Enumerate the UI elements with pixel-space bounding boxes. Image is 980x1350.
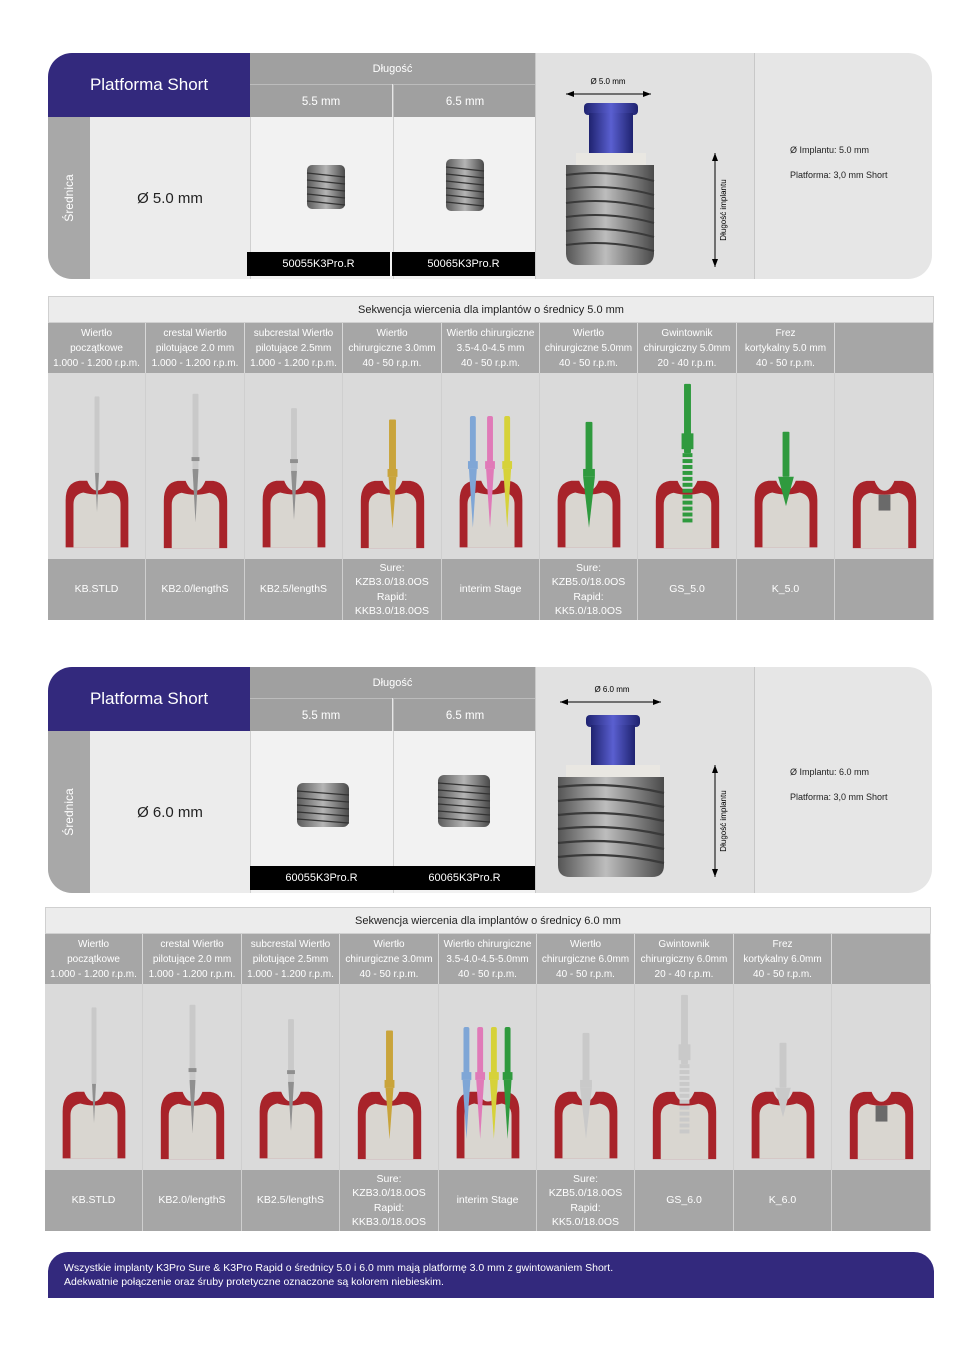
sequence-step-image <box>439 984 537 1170</box>
product-code: 50055K3Pro.R <box>247 252 390 276</box>
sequence-step-code <box>340 1170 439 1231</box>
implant-panel-5mm <box>48 53 932 279</box>
sequence-step-image <box>245 373 343 559</box>
header-line: 1.000 - 1.200 r.p.m. <box>148 968 236 980</box>
drilling-sequence-6mm <box>45 907 931 1231</box>
sequence-step-header <box>45 934 143 984</box>
sequence-step-image <box>343 373 442 559</box>
tap-thread <box>683 489 693 493</box>
bone-cross-section-icon <box>635 984 734 1170</box>
bone-cross-section-icon <box>343 373 442 559</box>
tap-body <box>682 433 694 449</box>
drill-icon <box>95 396 100 472</box>
footer-line-2: Adekwatnie połączenie oraz śruby protetyczne oznaczone są kolorem niebieskim. <box>64 1276 444 1288</box>
sequence-step-code <box>242 1170 340 1231</box>
length-5-5: 5.5 mm <box>250 84 392 118</box>
sequence-step-header <box>245 323 343 373</box>
large-implant-figure <box>535 53 755 279</box>
tap-thread <box>680 1124 690 1128</box>
info-diameter: Ø Implantu: 5.0 mm <box>790 145 870 155</box>
header-line: pilotujące 2.0 mm <box>155 342 235 354</box>
header-line: crestal Wiertło <box>160 938 224 950</box>
product-code: interim Stage <box>456 1194 519 1207</box>
diameter-value: Ø 5.0 mm <box>90 117 250 279</box>
svg-text:Długość implantu: Długość implantu <box>719 179 728 241</box>
sequence-title: Sekwencja wiercenia dla implantów o średnicy 5.0 mm <box>48 296 934 323</box>
drill-icon <box>586 422 593 473</box>
sequence-step-header <box>638 323 737 373</box>
sequence-step-image <box>146 373 245 559</box>
drilling-sequence-5mm <box>48 296 934 620</box>
drill-icon <box>504 416 510 465</box>
drill-collar <box>489 1072 499 1080</box>
bone-cross-section-icon <box>146 373 245 559</box>
sequence-step-header <box>242 934 340 984</box>
header-line: Wiertło <box>373 938 405 950</box>
sequence-step-header <box>340 934 439 984</box>
sequence-step-code <box>245 559 343 620</box>
tap-thread <box>680 1064 690 1068</box>
sequence-step-image <box>737 373 835 559</box>
header-line: chirurgiczny 6.0mm <box>640 953 728 965</box>
header-line: 40 - 50 r.p.m. <box>559 357 618 369</box>
header-line: 1.000 - 1.200 r.p.m. <box>53 357 140 369</box>
large-implant-figure <box>535 667 755 893</box>
tap-thread <box>683 471 693 475</box>
tap-thread <box>683 453 693 457</box>
bone-cross-section-icon <box>737 373 835 559</box>
header-line: Wiertło chirurgiczne <box>446 327 535 339</box>
bone-cross-section-icon <box>537 984 635 1170</box>
header-line: pilotujące 2.5mm <box>255 342 332 354</box>
header-line: Frez <box>772 938 793 950</box>
sequence-step-code <box>143 1170 242 1231</box>
implant-with-blue-cap-icon <box>536 667 754 893</box>
seated-implant-icon <box>876 1106 888 1122</box>
diameter-value: Ø 6.0 mm <box>90 731 250 893</box>
header-line: chirurgiczny 5.0mm <box>643 342 731 354</box>
sequence-step-header <box>439 934 537 984</box>
info-platform: Platforma: 3,0 mm Short <box>790 792 888 802</box>
sequence-step-header <box>835 323 934 373</box>
sequence-step-header <box>737 323 835 373</box>
bone-cross-section-icon <box>143 984 242 1170</box>
length-5-5: 5.5 mm <box>250 698 392 732</box>
sequence-step-code <box>635 1170 734 1231</box>
header-line: Wiertło <box>572 327 605 339</box>
drill-icon <box>783 432 790 477</box>
drill-icon <box>386 1030 393 1083</box>
drill-icon <box>505 1027 511 1076</box>
header-line: 3.5-4.0-4.5 mm <box>456 342 525 354</box>
length-header: Długość <box>250 667 535 698</box>
sequence-step-header <box>442 323 540 373</box>
drill-collar <box>503 1072 513 1080</box>
sequence-step-header <box>146 323 245 373</box>
header-line: Wiertło <box>77 938 110 950</box>
product-code: KB2.5/lengthS <box>259 583 328 596</box>
sequence-step-code <box>439 1170 537 1231</box>
bone-cross-section-icon <box>340 984 439 1170</box>
header-line: chirurgiczne 3.0mm <box>348 342 436 354</box>
tap-thread <box>683 459 693 463</box>
diameter-side-label: Średnica <box>48 731 90 893</box>
drill-icon <box>92 1007 97 1083</box>
sequence-step-image <box>340 984 439 1170</box>
product-code: KB.STLD <box>71 1194 116 1207</box>
tap-thread <box>683 518 693 522</box>
sequence-step-code <box>832 1170 931 1231</box>
sequence-step-image <box>540 373 638 559</box>
drill-collar <box>583 469 595 477</box>
product-code: GS_5.0 <box>669 583 705 596</box>
product-code: Sure: KZB5.0/18.0OS Rapid: KK5.0/18.0OS <box>551 561 626 617</box>
tap-thread <box>680 1112 690 1116</box>
drill-collar <box>385 1080 395 1088</box>
product-code: interim Stage <box>459 583 522 596</box>
drill-collar <box>468 461 478 469</box>
bone-cross-section-icon <box>540 373 638 559</box>
sequence-step-code <box>638 559 737 620</box>
header-line: chirurgiczne 3.0mm <box>345 953 433 965</box>
sequence-step-code <box>737 559 835 620</box>
sequence-step-header <box>635 934 734 984</box>
tap-thread <box>680 1106 690 1110</box>
product-code: Sure: KZB5.0/18.0OS Rapid: KK5.0/18.0OS <box>548 1172 623 1228</box>
product-code: 60065K3Pro.R <box>393 866 536 890</box>
header-line: pilotujące 2.5mm <box>252 953 329 965</box>
header-line: Wiertło <box>80 327 113 339</box>
tap-thread <box>680 1076 690 1080</box>
sequence-step-code <box>146 559 245 620</box>
header-line: 1.000 - 1.200 r.p.m. <box>250 357 337 369</box>
length-6-5: 6.5 mm <box>393 698 536 732</box>
header-line: 40 - 50 r.p.m. <box>461 357 520 369</box>
tap-thread <box>680 1118 690 1122</box>
diameter-side-label: Średnica <box>48 117 90 279</box>
sequence-step-header <box>143 934 242 984</box>
sequence-step-image <box>143 984 242 1170</box>
sequence-step-code <box>48 559 146 620</box>
header-line: 40 - 50 r.p.m. <box>556 968 615 980</box>
tap-thread <box>683 495 693 499</box>
header-line: 40 - 50 r.p.m. <box>362 357 422 369</box>
tap-thread <box>680 1094 690 1098</box>
sequence-step-image <box>45 984 143 1170</box>
product-code: Sure: KZB3.0/18.0OS Rapid: KKB3.0/18.0OS <box>354 561 430 617</box>
bone-cross-section-icon <box>835 373 934 559</box>
sequence-step-code <box>734 1170 832 1231</box>
header-line: Gwintownik <box>658 938 710 950</box>
svg-text:Ø 5.0 mm: Ø 5.0 mm <box>590 77 626 86</box>
drill-ring <box>290 459 298 463</box>
product-code: KB2.0/lengthS <box>158 1194 226 1207</box>
tap-thread <box>680 1082 690 1086</box>
product-code: KB2.5/lengthS <box>256 1194 325 1207</box>
bone-cross-section-icon <box>442 373 540 559</box>
header-line: crestal Wiertło <box>163 327 227 339</box>
tap-thread <box>683 501 693 505</box>
drill-collar <box>388 469 398 477</box>
drill-icon <box>464 1027 470 1076</box>
bone-cross-section-icon <box>45 984 143 1170</box>
sequence-step-code <box>45 1170 143 1231</box>
product-code: K_5.0 <box>771 583 800 596</box>
tap-thread <box>680 1129 690 1133</box>
header-line: kortykalny 5.0 mm <box>744 342 827 354</box>
tap-thread <box>683 465 693 469</box>
bone-cross-section-icon <box>464 1103 511 1158</box>
product-code: KB.STLD <box>74 583 119 596</box>
header-line: 1.000 - 1.200 r.p.m. <box>50 968 137 980</box>
implant-panel-6mm <box>48 667 932 893</box>
product-code: KB2.0/lengthS <box>161 583 229 596</box>
bone-cross-section-icon <box>638 373 737 559</box>
sequence-step-code <box>537 1170 635 1231</box>
sequence-step-image <box>638 373 737 559</box>
drill-icon <box>487 416 493 465</box>
sequence-step-code <box>540 559 638 620</box>
header-line: subcrestal Wiertło <box>250 938 331 950</box>
product-code: GS_6.0 <box>666 1194 702 1207</box>
sequence-step-header <box>537 934 635 984</box>
tap-thread <box>683 507 693 511</box>
header-line: 20 - 40 r.p.m. <box>654 968 714 980</box>
tap-thread <box>680 1088 690 1092</box>
header-line: chirurgiczne 5.0mm <box>544 342 633 354</box>
tap-thread <box>680 1070 690 1074</box>
tap-thread <box>683 477 693 481</box>
header-line: początkowe <box>70 342 123 354</box>
sequence-step-image <box>242 984 340 1170</box>
bone-cross-section-icon <box>48 373 146 559</box>
header-line: 40 - 50 r.p.m. <box>756 357 815 369</box>
header-line: Wiertło chirurgiczne <box>443 938 532 950</box>
sequence-step-image <box>537 984 635 1170</box>
header-line: Gwintownik <box>661 327 713 339</box>
drill-icon <box>491 1027 497 1076</box>
sequence-step-image <box>442 373 540 559</box>
header-line: Wiertło <box>376 327 408 339</box>
bone-cross-section-icon <box>245 373 343 559</box>
header-line: chirurgiczne 6.0mm <box>541 953 630 965</box>
drill-ring <box>287 1070 295 1074</box>
drill-icon <box>583 1033 590 1084</box>
bone-cross-section-icon <box>734 984 832 1170</box>
tap-thread <box>680 1100 690 1104</box>
sequence-step-header <box>832 934 931 984</box>
bone-cross-section-icon <box>832 984 931 1170</box>
drill-icon <box>477 1027 483 1076</box>
tap-thread <box>683 513 693 517</box>
sequence-step-code <box>343 559 442 620</box>
header-line: 40 - 50 r.p.m. <box>458 968 517 980</box>
svg-text:Długość implantu: Długość implantu <box>719 790 728 852</box>
bone-cross-section-icon <box>439 984 537 1170</box>
tap-body <box>679 1044 691 1060</box>
sequence-step-header <box>540 323 638 373</box>
header-line: 3.5-4.0-4.5-5.0mm <box>446 953 529 965</box>
header-line: Frez <box>775 327 796 339</box>
header-line: 1.000 - 1.200 r.p.m. <box>247 968 334 980</box>
sequence-step-header <box>734 934 832 984</box>
sequence-step-image <box>635 984 734 1170</box>
sequence-step-image <box>48 373 146 559</box>
drill-collar <box>475 1072 485 1080</box>
info-diameter: Ø Implantu: 6.0 mm <box>790 767 870 777</box>
header-line: subcrestal Wiertło <box>253 327 334 339</box>
header-line: 1.000 - 1.200 r.p.m. <box>151 357 239 369</box>
header-line: 40 - 50 r.p.m. <box>753 968 812 980</box>
sequence-step-image <box>835 373 934 559</box>
implant-with-blue-cap-icon <box>536 53 754 279</box>
footer-note <box>48 1252 934 1298</box>
sequence-step-image <box>832 984 931 1170</box>
header-line: początkowe <box>67 953 120 965</box>
platform-label: Platforma Short <box>48 53 250 117</box>
sequence-step-header <box>343 323 442 373</box>
drill-icon <box>389 419 396 472</box>
length-6-5: 6.5 mm <box>393 84 536 118</box>
product-code: Sure: KZB3.0/18.0OS Rapid: KKB3.0/18.0OS <box>351 1172 427 1228</box>
header-line: 20 - 40 r.p.m. <box>657 357 717 369</box>
length-header: Długość <box>250 53 535 84</box>
sequence-step-code <box>442 559 540 620</box>
drill-collar <box>462 1072 472 1080</box>
sequence-title: Sekwencja wiercenia dla implantów o średnicy 6.0 mm <box>45 907 931 934</box>
header-line: pilotujące 2.0 mm <box>152 953 232 965</box>
drill-collar <box>485 461 495 469</box>
drill-ring <box>189 1068 197 1072</box>
drill-icon <box>780 1043 787 1088</box>
platform-label: Platforma Short <box>48 667 250 731</box>
product-code: 50065K3Pro.R <box>392 252 535 276</box>
sequence-step-image <box>734 984 832 1170</box>
drill-icon <box>470 416 476 465</box>
sequence-step-header <box>48 323 146 373</box>
sequence-step-code <box>835 559 934 620</box>
product-code: K_6.0 <box>768 1194 797 1207</box>
tap-thread <box>683 483 693 487</box>
drill-collar <box>502 461 512 469</box>
drill-ring <box>192 457 200 461</box>
drill-collar <box>580 1080 592 1088</box>
header-line: kortykalny 6.0mm <box>743 953 822 965</box>
product-code: 60055K3Pro.R <box>250 866 393 890</box>
svg-text:Ø 6.0 mm: Ø 6.0 mm <box>594 685 630 694</box>
bone-cross-section-icon <box>242 984 340 1170</box>
info-platform: Platforma: 3,0 mm Short <box>790 170 888 180</box>
footer-line-1: Wszystkie implanty K3Pro Sure & K3Pro Rapid o średnicy 5.0 i 6.0 mm mają platformę 3.0 mm z gwintowaniem Short. <box>64 1262 614 1274</box>
header-line: Wiertło <box>569 938 602 950</box>
header-line: 40 - 50 r.p.m. <box>359 968 419 980</box>
seated-implant-icon <box>879 495 891 511</box>
